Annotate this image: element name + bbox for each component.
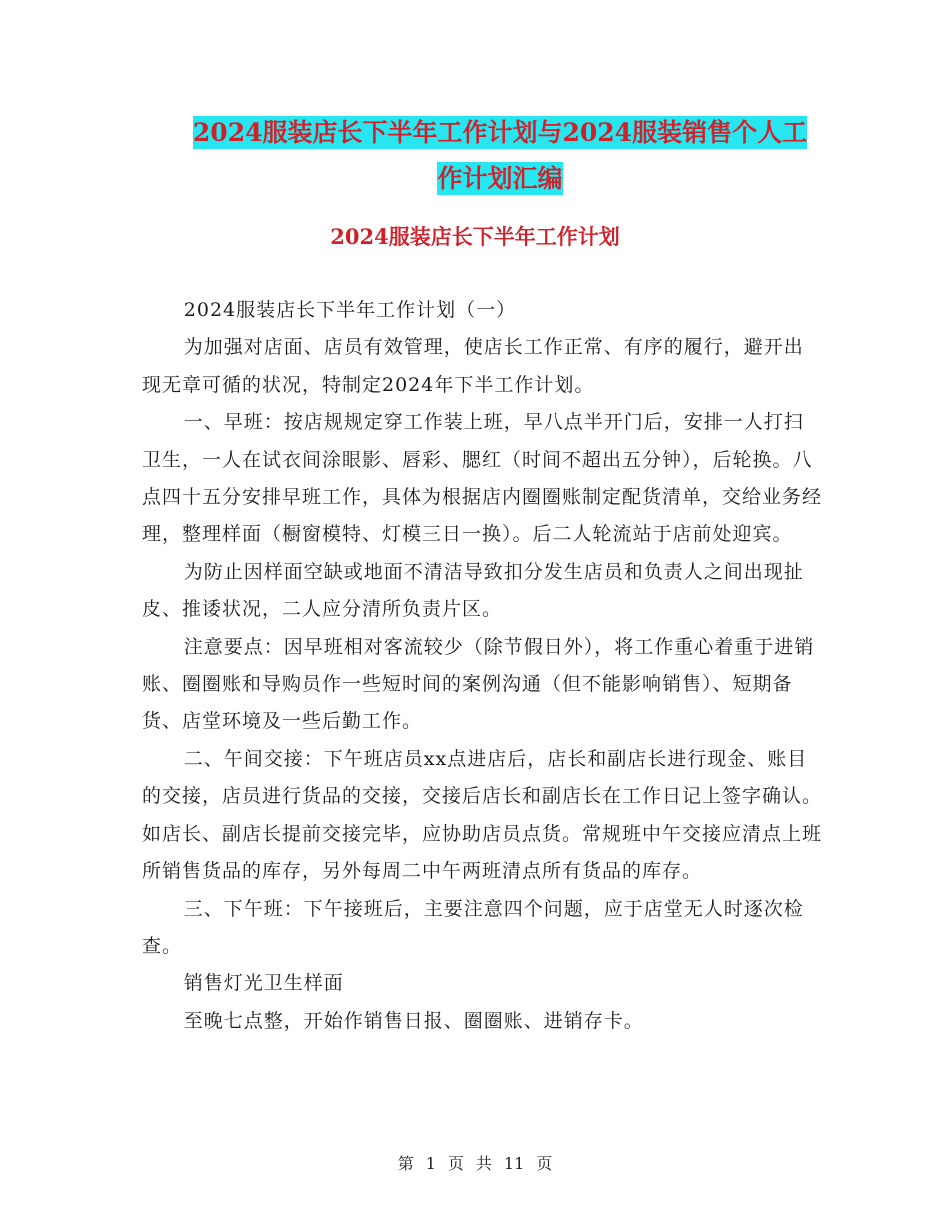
document-title-line2: 作计划汇编 (437, 164, 563, 193)
page-label-prefix: 第 (397, 1154, 414, 1173)
paragraph-7: 三、下午班：下午接班后，主要注意四个问题，应于店堂无人时逐次检查。 (142, 897, 804, 957)
current-page-number: 1 (425, 1154, 436, 1173)
section-title: 2024服装店长下半年工作计划 (330, 224, 620, 249)
paragraph-6: 二、午间交接：下午班店员xx点进店后，店长和副店长进行现金、账目的交接，店员进行货品的交接，交接后店长和副店长在工作日记上签字确认。如店长、副店长提前交接完毕，应协助店员点货。常规班中午交接应清点上班所销售货品的库存，另外每周二中午两班清点所有货品的库存。 (142, 747, 823, 883)
paragraph-4: 为防止因样面空缺或地面不清洁导致扣分发生店员和负责人之间出现扯皮、推诿状况，二人应分清所负责片区。 (142, 560, 804, 621)
paragraph-5: 注意要点：因早班相对客流较少（除节假日外），将工作重心着重于进销账、圈圈账和导购员作一些短时间的案例沟通（但不能影响销售）、短期备货、店堂环境及一些后勤工作。 (142, 635, 815, 733)
paragraph-8: 销售灯光卫生样面 (183, 972, 344, 995)
total-page-count: 11 (503, 1154, 525, 1173)
paragraph-1: 2024服装店长下半年工作计划（一） (183, 299, 517, 321)
total-label-suffix: 页 (536, 1154, 553, 1173)
paragraph-2: 为加强对店面、店员有效管理，使店长工作正常、有序的履行，避开出现无章可循的状况，特制定2024年下半工作计划。 (142, 336, 804, 396)
paragraph-9: 至晚七点整，开始作销售日报、圈圈账、进销存卡。 (183, 1009, 644, 1032)
total-label-prefix: 共 (475, 1154, 492, 1173)
paragraph-3: 一、早班：按店规规定穿工作装上班，早八点半开门后，安排一人打扫卫生，一人在试衣间涂眼影、唇彩、腮红（时间不超出五分钟），后轮换。八点四十五分安排早班工作，具体为根据店内圈圈账制定配货清单，交给业务经理，整理样面（橱窗模特、灯模三日一换）。后二人轮流站于店前处迎宾。 (142, 411, 823, 546)
page-label-mid: 页 (447, 1154, 464, 1173)
page-footer (0, 1152, 950, 1176)
document-title (140, 110, 860, 202)
document-title-line1: 2024服装店长下半年工作计划与2024服装销售个人工 (192, 118, 808, 147)
document-body (142, 292, 822, 1040)
